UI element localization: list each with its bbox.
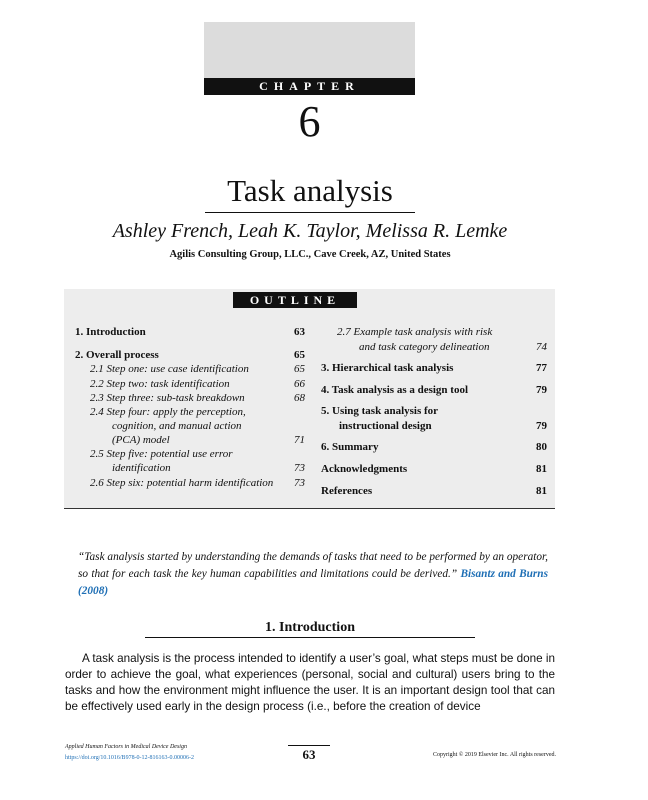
footer-divider — [288, 745, 330, 746]
authors: Ashley French, Leah K. Taylor, Melissa R. Lemke — [112, 220, 508, 242]
affiliation: Agilis Consulting Group, LLC., Cave Creek, AZ, United States — [169, 249, 451, 260]
title-divider — [205, 212, 415, 213]
quote-text: “Task analysis started by understanding the demands of tasks that need to be performed by an operator, so that for each task the key human capabilities and limitations could be derived.” — [78, 551, 548, 580]
page-number: 63 — [302, 747, 316, 762]
footer-source — [65, 742, 194, 764]
section-heading: 1. Introduction — [265, 620, 355, 635]
chapter-label: CHAPTER — [204, 78, 415, 95]
outline-label: OUTLINE — [233, 292, 357, 308]
quote-citation-link[interactable]: Bisantz and Burns (2008) — [78, 568, 548, 597]
body-paragraph: A task analysis is the process intended to identify a user’s goal, what steps must be done in order to achieve the goal, what experiences (personal, social and cultural) users bring to the tasks and how the environment might influence the user. It is an important design tool that can be effectively used early in the design process (i.e., before the creation of device — [65, 652, 555, 713]
epigraph-quote — [78, 549, 548, 600]
footer-copyright: Copyright © 2019 Elsevier Inc. All rights reserved. — [432, 752, 556, 758]
chapter-title: Task analysis — [227, 173, 393, 208]
chapter-number: 6 — [298, 97, 321, 146]
footer-doi-link[interactable]: https://doi.org/10.1016/B978-0-12-816163-0.00006-2 — [65, 755, 195, 761]
section-divider — [145, 637, 475, 638]
footer-book-title: Applied Human Factors in Medical Device Design — [65, 744, 187, 750]
